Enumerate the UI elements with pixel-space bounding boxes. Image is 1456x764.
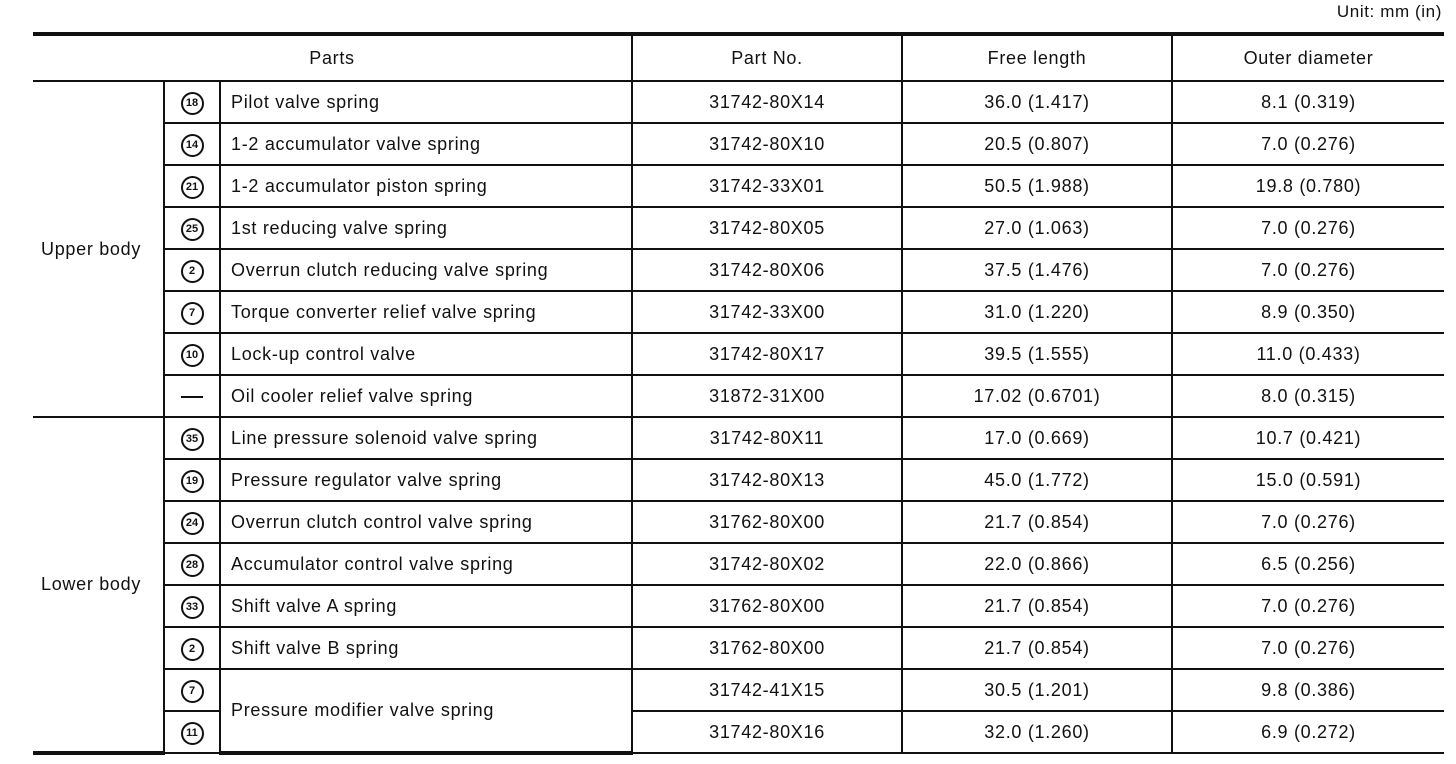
table-row [33,627,1444,669]
part-name: Pressure regulator valve spring [220,459,632,501]
table-row [33,669,1444,711]
outer-diameter: 9.8 (0.386) [1172,669,1444,711]
part-number: 31742-80X11 [632,417,902,459]
part-number: 31742-80X05 [632,207,902,249]
circled-number-icon: 10 [181,344,204,367]
part-name: Pressure modifier valve spring [220,669,632,753]
table-row [33,501,1444,543]
part-number: 31742-33X01 [632,165,902,207]
table-row [33,543,1444,585]
item-number [164,123,220,165]
circled-number-icon: 35 [181,428,204,451]
free-length: 17.02 (0.6701) [902,375,1172,417]
part-number: 31742-80X16 [632,711,902,753]
item-number [164,417,220,459]
table-row [33,459,1444,501]
part-number: 31742-80X14 [632,81,902,123]
item-number [164,207,220,249]
item-number [164,165,220,207]
header-outer-diameter: Outer diameter [1172,34,1444,81]
circled-number-icon: 2 [181,638,204,661]
part-name: Shift valve B spring [220,627,632,669]
free-length: 17.0 (0.669) [902,417,1172,459]
outer-diameter: 7.0 (0.276) [1172,585,1444,627]
header-free-length: Free length [902,34,1172,81]
item-number [164,711,220,753]
part-name: 1st reducing valve spring [220,207,632,249]
table-row [33,165,1444,207]
header-part-no: Part No. [632,34,902,81]
group-label-lower: Lower body [33,417,164,753]
item-number [164,627,220,669]
free-length: 20.5 (0.807) [902,123,1172,165]
part-number: 31872-31X00 [632,375,902,417]
part-number: 31742-80X13 [632,459,902,501]
table-row [33,375,1444,417]
free-length: 37.5 (1.476) [902,249,1172,291]
part-name: Shift valve A spring [220,585,632,627]
circled-number-icon: 24 [181,512,204,535]
circled-number-icon: 11 [181,722,204,745]
part-name: Torque converter relief valve spring [220,291,632,333]
item-number [164,669,220,711]
circled-number-icon: 19 [181,470,204,493]
item-number [164,375,220,417]
outer-diameter: 7.0 (0.276) [1172,249,1444,291]
part-number: 31762-80X00 [632,627,902,669]
part-number: 31762-80X00 [632,501,902,543]
header-row [33,34,1444,81]
free-length: 45.0 (1.772) [902,459,1172,501]
circled-number-icon: 21 [181,176,204,199]
item-number [164,81,220,123]
part-name: Pilot valve spring [220,81,632,123]
outer-diameter: 6.5 (0.256) [1172,543,1444,585]
part-name: Accumulator control valve spring [220,543,632,585]
free-length: 36.0 (1.417) [902,81,1172,123]
item-number [164,249,220,291]
outer-diameter: 19.8 (0.780) [1172,165,1444,207]
table-row [33,123,1444,165]
part-name: Overrun clutch reducing valve spring [220,249,632,291]
circled-number-icon: 25 [181,218,204,241]
free-length: 21.7 (0.854) [902,585,1172,627]
circled-number-icon: 2 [181,260,204,283]
part-number: 31742-80X06 [632,249,902,291]
part-number: 31742-80X10 [632,123,902,165]
circled-number-icon: 14 [181,134,204,157]
free-length: 31.0 (1.220) [902,291,1172,333]
outer-diameter: 11.0 (0.433) [1172,333,1444,375]
free-length: 39.5 (1.555) [902,333,1172,375]
header-parts: Parts [33,34,632,81]
part-number: 31742-80X17 [632,333,902,375]
part-name: Oil cooler relief valve spring [220,375,632,417]
part-name: Line pressure solenoid valve spring [220,417,632,459]
table-row [33,207,1444,249]
free-length: 27.0 (1.063) [902,207,1172,249]
table-row [33,417,1444,459]
outer-diameter: 15.0 (0.591) [1172,459,1444,501]
part-name: Lock-up control valve [220,333,632,375]
outer-diameter: 10.7 (0.421) [1172,417,1444,459]
circled-number-icon: 28 [181,554,204,577]
outer-diameter: 7.0 (0.276) [1172,207,1444,249]
unit-label: Unit: mm (in) [1336,2,1442,21]
outer-diameter: 7.0 (0.276) [1172,123,1444,165]
free-length: 22.0 (0.866) [902,543,1172,585]
outer-diameter: 6.9 (0.272) [1172,711,1444,753]
item-number [164,585,220,627]
circled-number-icon: 7 [181,302,204,325]
outer-diameter: 7.0 (0.276) [1172,501,1444,543]
item-number [164,459,220,501]
part-number: 31742-33X00 [632,291,902,333]
free-length: 32.0 (1.260) [902,711,1172,753]
spring-spec-table [33,32,1444,755]
table-row [33,249,1444,291]
free-length: 21.7 (0.854) [902,501,1172,543]
part-number: 31762-80X00 [632,585,902,627]
outer-diameter: 8.1 (0.319) [1172,81,1444,123]
part-number: 31742-41X15 [632,669,902,711]
free-length: 30.5 (1.201) [902,669,1172,711]
circled-number-icon: 33 [181,596,204,619]
item-number [164,501,220,543]
part-name: 1-2 accumulator valve spring [220,123,632,165]
part-name: 1-2 accumulator piston spring [220,165,632,207]
part-name: Overrun clutch control valve spring [220,501,632,543]
circled-number-icon: 7 [181,680,204,703]
outer-diameter: 8.9 (0.350) [1172,291,1444,333]
item-number [164,291,220,333]
outer-diameter: 8.0 (0.315) [1172,375,1444,417]
group-label-upper: Upper body [33,81,164,417]
outer-diameter: 7.0 (0.276) [1172,627,1444,669]
circled-number-icon: 18 [181,92,204,115]
item-number [164,543,220,585]
dash-icon [181,396,203,398]
table-row [33,585,1444,627]
table-row [33,81,1444,123]
part-number: 31742-80X02 [632,543,902,585]
table-row [33,333,1444,375]
item-number [164,333,220,375]
free-length: 21.7 (0.854) [902,627,1172,669]
table-row [33,291,1444,333]
free-length: 50.5 (1.988) [902,165,1172,207]
